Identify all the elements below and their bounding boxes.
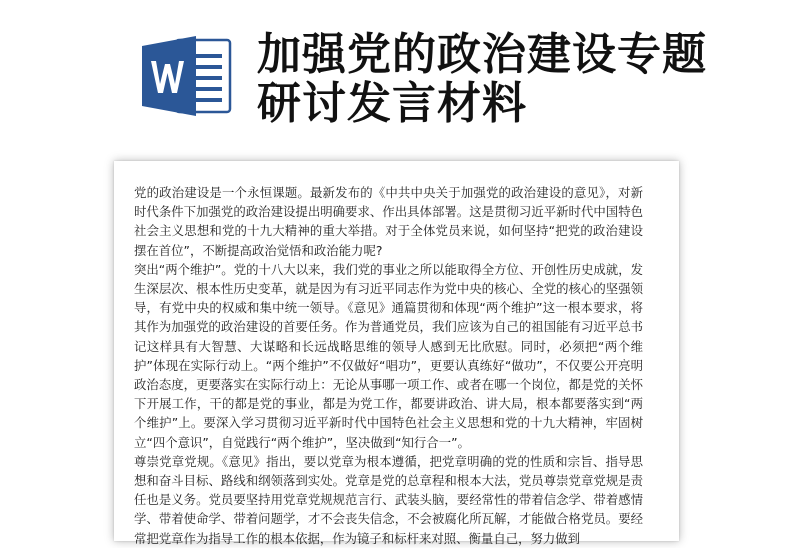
word-document-icon xyxy=(140,34,232,118)
header xyxy=(0,0,800,160)
document-page xyxy=(114,161,679,546)
document-title: 加强党的政治建设专题研讨发言材料 xyxy=(257,29,707,129)
paragraph-3: 尊崇党章党规。《意见》指出，要以党章为根本遵循，把党章明确的党的性质和宗旨、指导思想和奋斗目标、路线和纲领落到实处。党章是党的总章程和根本大法，党员尊崇党章党规是责任也是义务。党员要坚持用党章党规规范言行、武装头脑，要经常性的带着信念学、带着感情学、带着使命学、带着问题学，才不会丧失信念，不会被腐化所瓦解，才能做合格党员。要经常把党章作为指导工作的根本依据，作为镜子和标杆来对照、衡量自己，努力做到 xyxy=(134,453,643,546)
paragraph-2: 突出“两个维护”。党的十八大以来，我们党的事业之所以能取得全方位、开创性历史成就，发生深层次、根本性历史变革，就是因为有习近平同志作为党中央的核心、全党的核心的坚强领导，有党中央的权威和集中统一领导。《意见》通篇贯彻和体现“两个维护”这一根本要求，将其作为加强党的政治建设的首要任务。作为普通党员，我们应该为自己的祖国能有习近平总书记这样具有大智慧、大谋略和长远战略思维的领导人感到无比欣慰。同时，必须把“两个维护”体现在实际行动上。“两个维护”不仅做好“唱功”，更要认真练好“做功”，不仅要公开亮明政治态度，更要落实在实际行动上：无论从事哪一项工作、或者在哪一个岗位，都是党的关怀下开展工作，干的都是党的事业，都是为党工作，都要讲政治、讲大局，根本都要落实到“两个维护”上。要深入学习贯彻习近平新时代中国特色社会主义思想和党的十九大精神，牢固树立“四个意识”，自觉践行“两个维护”，坚决做到“知行合一”。 xyxy=(134,261,643,450)
paragraph-1: 党的政治建设是一个永恒课题。最新发布的《中共中央关于加强党的政治建设的意见》，对新时代条件下加强党的政治建设提出明确要求、作出具体部署。这是贯彻习近平新时代中国特色社会主义思想和党的十九大精神的重大举措。对于全体党员来说，如何坚持“把党的政治建设摆在首位”，不断提高政治觉悟和政治能力呢? xyxy=(134,185,643,258)
document-body xyxy=(134,183,643,548)
